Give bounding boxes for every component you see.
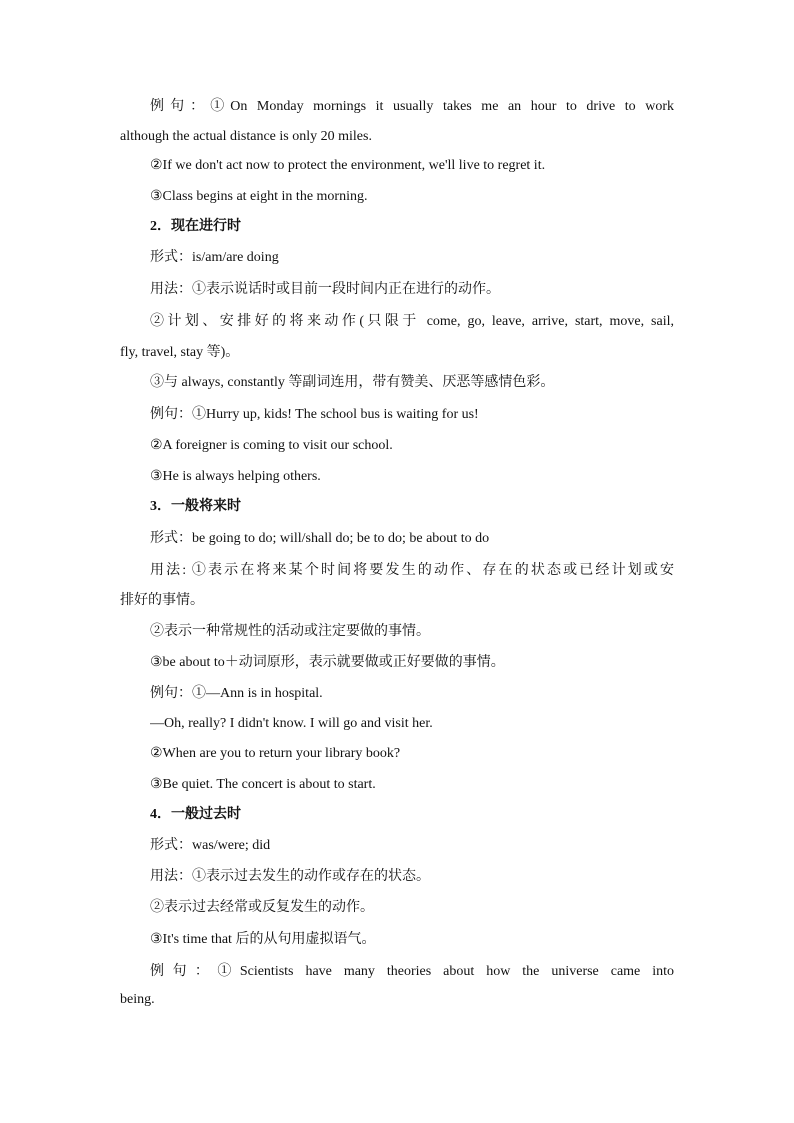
form-present-continuous: 形式：is/am/are doing <box>150 250 279 265</box>
example-simple-present-1-cont: although the actual distance is only 20 miles. <box>120 129 372 144</box>
example-simple-past-1: 例句：①Scientists have many theories about how the universe came into <box>150 964 674 979</box>
usage-simple-past-3: ③It's time that 后的从句用虚拟语气。 <box>150 932 376 947</box>
usage-simple-past-1: 用法：①表示过去发生的动作或存在的状态。 <box>150 869 430 884</box>
example-simple-past-1-cont: being. <box>120 992 155 1007</box>
usage-present-continuous-3: ③与 always, constantly 等副词连用，带有赞美、厌恶等感情色彩。 <box>150 375 555 390</box>
heading-present-continuous: 2．现在进行时 <box>150 219 241 234</box>
form-simple-past: 形式：was/were; did <box>150 838 271 853</box>
example-simple-future-1: 例句：①—Ann is in hospital. <box>150 686 323 701</box>
example-simple-future-2: ②When are you to return your library book? <box>150 746 401 761</box>
usage-simple-future-1: 用法: ①表示在将来某个时间将要发生的动作、存在的状态或已经计划或安 <box>150 563 674 578</box>
example-simple-future-3: ③Be quiet. The concert is about to start. <box>150 777 376 792</box>
usage-simple-past-2: ②表示过去经常或反复发生的动作。 <box>150 900 374 915</box>
example-present-continuous-1: 例句：①Hurry up, kids! The school bus is waiting for us! <box>150 407 479 422</box>
form-simple-future: 形式：be going to do; will/shall do; be to do; be about to do <box>150 531 490 546</box>
heading-simple-future: 3．一般将来时 <box>150 499 241 514</box>
usage-simple-future-2: ②表示一种常规性的活动或注定要做的事情。 <box>150 624 430 639</box>
usage-present-continuous-2: ②计划、安排好的将来动作(只限于 come, go, leave, arrive, start, move, sail, <box>150 314 674 329</box>
example-present-continuous-2: ②A foreigner is coming to visit our school. <box>150 438 393 453</box>
example-present-continuous-3: ③He is always helping others. <box>150 469 321 484</box>
example-simple-present-1: 例句：①On Monday mornings it usually takes me an hour to drive to work <box>150 99 674 114</box>
example-simple-future-1-reply: —Oh, really? I didn't know. I will go and visit her. <box>150 716 433 731</box>
usage-present-continuous-2-cont: fly, travel, stay 等)。 <box>120 345 240 360</box>
usage-simple-future-3: ③be about to＋动词原形，表示就要做或正好要做的事情。 <box>150 655 505 670</box>
usage-present-continuous-1: 用法：①表示说话时或目前一段时间内正在进行的动作。 <box>150 282 500 297</box>
example-simple-present-3: ③Class begins at eight in the morning. <box>150 189 368 204</box>
usage-simple-future-1-cont: 排好的事情。 <box>120 593 204 608</box>
example-simple-present-2: ②If we don't act now to protect the environment, we'll live to regret it. <box>150 158 546 173</box>
heading-simple-past: 4．一般过去时 <box>150 807 241 822</box>
